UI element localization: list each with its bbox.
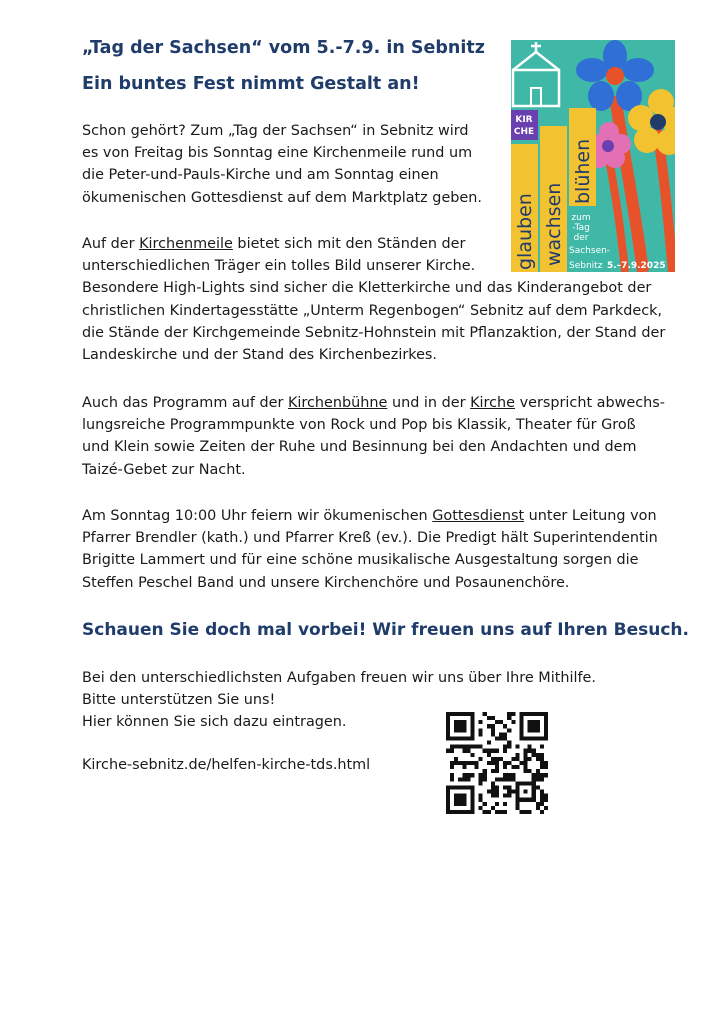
- qr-module: [536, 773, 540, 777]
- qr-module: [540, 802, 544, 806]
- qr-module: [475, 745, 479, 749]
- qr-module: [479, 728, 483, 732]
- qr-module: [499, 732, 503, 736]
- qr-module: [503, 765, 507, 769]
- text-line: und Klein sowie Zeiten der Ruhe und Besinnung bei den Andachten und dem: [82, 439, 637, 456]
- qr-module: [495, 761, 499, 765]
- qr-module: [507, 741, 511, 745]
- text-segment: bietet sich mit den Ständen der: [232, 236, 466, 252]
- qr-module: [524, 765, 528, 769]
- qr-module: [540, 757, 544, 761]
- qr-module: [462, 773, 466, 777]
- qr-module: [495, 790, 499, 794]
- qr-module: [536, 769, 540, 773]
- qr-module: [479, 781, 483, 785]
- qr-module: [462, 777, 466, 781]
- qr-module: [540, 773, 544, 777]
- text-line: die Stände der Kirchgemeinde Sebnitz-Hohnstein mit Pflanzaktion, der Stand der: [82, 324, 666, 341]
- qr-module: [479, 798, 483, 802]
- qr-module: [450, 761, 454, 765]
- qr-module: [495, 785, 499, 789]
- text-segment: Am Sonntag 10:00 Uhr feiern wir ökumenischen: [82, 508, 433, 524]
- qr-module: [462, 761, 466, 765]
- text-segment: Auf der: [82, 236, 140, 252]
- qr-module: [491, 806, 495, 810]
- text-line: Besondere High-Lights sind sicher die Kletterkirche und das Kinderangebot der: [82, 280, 652, 297]
- qr-module: [466, 761, 470, 765]
- qr-module: [475, 761, 479, 765]
- paragraph-intro: [82, 120, 482, 209]
- qr-module: [536, 753, 540, 757]
- text-line: ökumenischen Gottesdienst auf dem Marktplatz geben.: [82, 189, 482, 206]
- qr-module: [450, 773, 454, 777]
- text-line: lungsreiche Programmpunkte von Rock und Pop bis Klassik, Theater für Groß: [82, 417, 636, 434]
- qr-module: [479, 777, 483, 781]
- signup-url[interactable]: Kirche-sebnitz.de/helfen-kirche-tds.html: [82, 757, 371, 773]
- qr-module: [462, 765, 466, 769]
- qr-module: [499, 810, 503, 814]
- qr-module: [536, 802, 540, 806]
- qr-module: [515, 765, 519, 769]
- poster-word: blühen: [572, 138, 594, 204]
- text-line: die Peter-und-Pauls-Kirche und am Sonntag einen: [82, 167, 439, 184]
- qr-module: [495, 765, 499, 769]
- qr-module: [515, 757, 519, 761]
- qr-module: [479, 720, 483, 724]
- qr-module: [491, 769, 495, 773]
- poster-zum-text: Sachsen-: [569, 246, 611, 256]
- text-segment: unter Leitung von: [524, 508, 657, 524]
- qr-module: [470, 761, 474, 765]
- qr-module: [503, 724, 507, 728]
- qr-module: [519, 761, 523, 765]
- text-line: Brigitte Lammert und für eine schöne musikalische Ausgestaltung sorgen die: [82, 552, 639, 569]
- qr-module: [479, 732, 483, 736]
- qr-code[interactable]: [446, 712, 548, 814]
- poster-zum-text: der: [573, 233, 589, 243]
- qr-module: [528, 749, 532, 753]
- qr-module: [536, 806, 540, 810]
- poster-kirche-text: CHE: [513, 127, 535, 137]
- qr-module: [540, 777, 544, 781]
- text-line: Bitte unterstützen Sie uns!: [82, 692, 276, 709]
- qr-module: [540, 753, 544, 757]
- qr-module: [544, 773, 548, 777]
- qr-module: [487, 761, 491, 765]
- qr-module: [487, 741, 491, 745]
- qr-module: [519, 810, 523, 814]
- qr-module: [540, 810, 544, 814]
- qr-module: [479, 773, 483, 777]
- qr-module: [454, 745, 458, 749]
- gottesdienst-link[interactable]: Gottesdienst: [432, 508, 525, 524]
- qr-module: [528, 769, 532, 773]
- qr-module: [532, 773, 536, 777]
- qr-module: [524, 761, 528, 765]
- qr-module: [507, 790, 511, 794]
- text-line: Bei den unterschiedlichsten Aufgaben freuen wir uns über Ihre Mithilfe.: [82, 670, 596, 686]
- qr-module: [491, 732, 495, 736]
- qr-module: [528, 810, 532, 814]
- qr-module: [511, 712, 515, 716]
- qr-module: [495, 720, 499, 724]
- qr-module: [466, 777, 470, 781]
- qr-module: [499, 736, 503, 740]
- poster-word: glauben: [514, 193, 536, 270]
- qr-module: [446, 749, 450, 753]
- qr-module: [511, 773, 515, 777]
- qr-module: [495, 757, 499, 761]
- qr-module: [487, 749, 491, 753]
- qr-module: [544, 794, 548, 798]
- text-line: es von Freitag bis Sonntag eine Kirchenmeile rund um: [82, 145, 473, 162]
- qr-module: [503, 761, 507, 765]
- qr-module: [544, 806, 548, 810]
- poster-date: 5.–7.9.2025: [607, 261, 666, 271]
- qr-module: [540, 745, 544, 749]
- qr-module: [487, 724, 491, 728]
- text-segment: und in der: [387, 395, 471, 411]
- qr-module: [511, 777, 515, 781]
- qr-module: [462, 745, 466, 749]
- qr-module: [450, 765, 454, 769]
- qr-module: [450, 777, 454, 781]
- qr-module: [450, 745, 454, 749]
- paragraph-programm: [82, 392, 665, 481]
- qr-module: [462, 749, 466, 753]
- qr-module: [507, 785, 511, 789]
- qr-module: [511, 790, 515, 794]
- text-line: [82, 505, 658, 527]
- qr-module: [511, 720, 515, 724]
- qr-module: [507, 716, 511, 720]
- qr-module: [475, 765, 479, 769]
- qr-module: [503, 732, 507, 736]
- page-title: „Tag der Sachsen“ vom 5.-7.9. in Sebnitz: [82, 38, 485, 58]
- qr-module: [540, 765, 544, 769]
- qr-module: [503, 773, 507, 777]
- qr-module: [454, 761, 458, 765]
- qr-module: [495, 777, 499, 781]
- text-segment: verspricht abwechs-: [515, 395, 665, 411]
- qr-module: [515, 806, 519, 810]
- closing-heading: Schauen Sie doch mal vorbei! Wir freuen uns auf Ihren Besuch.: [82, 620, 689, 640]
- qr-module: [470, 753, 474, 757]
- qr-module: [491, 728, 495, 732]
- qr-module: [466, 745, 470, 749]
- qr-module: [487, 790, 491, 794]
- qr-module: [524, 810, 528, 814]
- qr-module: [487, 753, 491, 757]
- qr-module: [491, 781, 495, 785]
- qr-module: [536, 785, 540, 789]
- qr-module: [479, 794, 483, 798]
- text-line: [82, 392, 665, 414]
- text-line: Landeskirche und der Stand des Kirchenbezirkes.: [82, 347, 437, 364]
- qr-module: [491, 785, 495, 789]
- qr-module: [503, 785, 507, 789]
- qr-module: [483, 802, 487, 806]
- qr-module: [491, 757, 495, 761]
- qr-module: [536, 777, 540, 781]
- qr-module: [515, 802, 519, 806]
- text-line: unterschiedlichen Träger ein tolles Bild unserer Kirche.: [82, 258, 476, 275]
- qr-module: [536, 757, 540, 761]
- qr-module: [491, 794, 495, 798]
- qr-module: [503, 777, 507, 781]
- qr-module: [483, 769, 487, 773]
- qr-module: [507, 777, 511, 781]
- qr-module: [499, 777, 503, 781]
- qr-module: [540, 761, 544, 765]
- kirchenbuehne-link[interactable]: Kirchenbühne: [287, 395, 388, 411]
- qr-module: [483, 773, 487, 777]
- qr-module: [503, 802, 507, 806]
- qr-module: [544, 765, 548, 769]
- qr-module: [507, 794, 511, 798]
- qr-module: [454, 720, 466, 732]
- qr-module: [479, 745, 483, 749]
- qr-module: [544, 798, 548, 802]
- qr-module: [470, 773, 474, 777]
- qr-module: [532, 749, 536, 753]
- qr-module: [491, 724, 495, 728]
- qr-module: [524, 757, 528, 761]
- text-line: Taizé-Gebet zur Nacht.: [82, 461, 246, 478]
- qr-module: [503, 736, 507, 740]
- text-line: Pfarrer Brendler (kath.) und Pfarrer Kreß (ev.). Die Predigt hält Superintendentin: [82, 530, 658, 547]
- qr-module: [540, 790, 544, 794]
- qr-module: [503, 794, 507, 798]
- poster-zum-text: Sebnitz: [569, 261, 603, 271]
- qr-module: [495, 736, 499, 740]
- qr-module: [532, 777, 536, 781]
- qr-module: [507, 773, 511, 777]
- qr-module: [524, 753, 528, 757]
- text-line: christlichen Kindertagesstätte „Unterm Regenbogen“ Sebnitz auf dem Parkdeck,: [82, 302, 663, 319]
- qr-module: [540, 798, 544, 802]
- qr-module: [503, 745, 507, 749]
- qr-module: [479, 757, 483, 761]
- poster-zum-text: zum: [571, 213, 591, 223]
- paragraph-gottesdienst: [82, 505, 658, 594]
- qr-module: [511, 765, 515, 769]
- qr-module: [483, 749, 487, 753]
- qr-module: [503, 810, 507, 814]
- qr-module: [454, 794, 466, 806]
- qr-module: [487, 716, 491, 720]
- qr-module: [458, 745, 462, 749]
- qr-module: [495, 802, 499, 806]
- qr-module: [458, 777, 462, 781]
- qr-module: [483, 712, 487, 716]
- poster-word: wachsen: [543, 182, 565, 266]
- qr-module: [528, 757, 532, 761]
- qr-module: [515, 753, 519, 757]
- qr-module: [507, 712, 511, 716]
- qr-module: [524, 749, 528, 753]
- qr-module: [532, 753, 536, 757]
- text-line: Schon gehört? Zum „Tag der Sachsen“ in Sebnitz wird: [82, 123, 469, 139]
- qr-module: [491, 716, 495, 720]
- qr-module: [503, 749, 507, 753]
- qr-module: [544, 761, 548, 765]
- qr-module: [483, 777, 487, 781]
- qr-module: [515, 745, 519, 749]
- qr-module: [540, 794, 544, 798]
- qr-module: [470, 745, 474, 749]
- qr-module: [491, 761, 495, 765]
- qr-module: [491, 790, 495, 794]
- qr-module: [495, 769, 499, 773]
- text-segment: Auch das Programm auf der: [82, 395, 288, 411]
- kirchenmeile-link[interactable]: Kirchenmeile: [139, 236, 233, 252]
- text-line: Steffen Peschel Band und unsere Kirchenchöre und Posaunenchöre.: [82, 574, 570, 591]
- qr-module: [507, 761, 511, 765]
- qr-module: [511, 757, 515, 761]
- poster-kirche-text: KIR: [515, 115, 533, 125]
- tag-der-sachsen-poster: [511, 40, 675, 272]
- page-subtitle: Ein buntes Fest nimmt Gestalt an!: [82, 74, 420, 94]
- qr-module: [491, 749, 495, 753]
- qr-module: [528, 745, 532, 749]
- text-line: Hier können Sie sich dazu eintragen.: [82, 714, 347, 731]
- qr-module: [466, 773, 470, 777]
- poster-zum-text: -Tag: [572, 223, 590, 233]
- qr-module: [487, 810, 491, 814]
- qr-module: [495, 810, 499, 814]
- qr-module: [483, 810, 487, 814]
- qr-module: [495, 749, 499, 753]
- qr-module: [507, 745, 511, 749]
- qr-module: [524, 769, 528, 773]
- qr-module: [528, 720, 540, 732]
- kirche-link[interactable]: Kirche: [470, 395, 515, 411]
- qr-module: [495, 794, 499, 798]
- qr-module: [507, 728, 511, 732]
- qr-module: [458, 761, 462, 765]
- qr-module: [454, 757, 458, 761]
- qr-module: [524, 790, 528, 794]
- qr-module: [466, 749, 470, 753]
- qr-module: [450, 749, 454, 753]
- qr-module: [499, 720, 503, 724]
- qr-module: [479, 806, 483, 810]
- qr-module: [499, 757, 503, 761]
